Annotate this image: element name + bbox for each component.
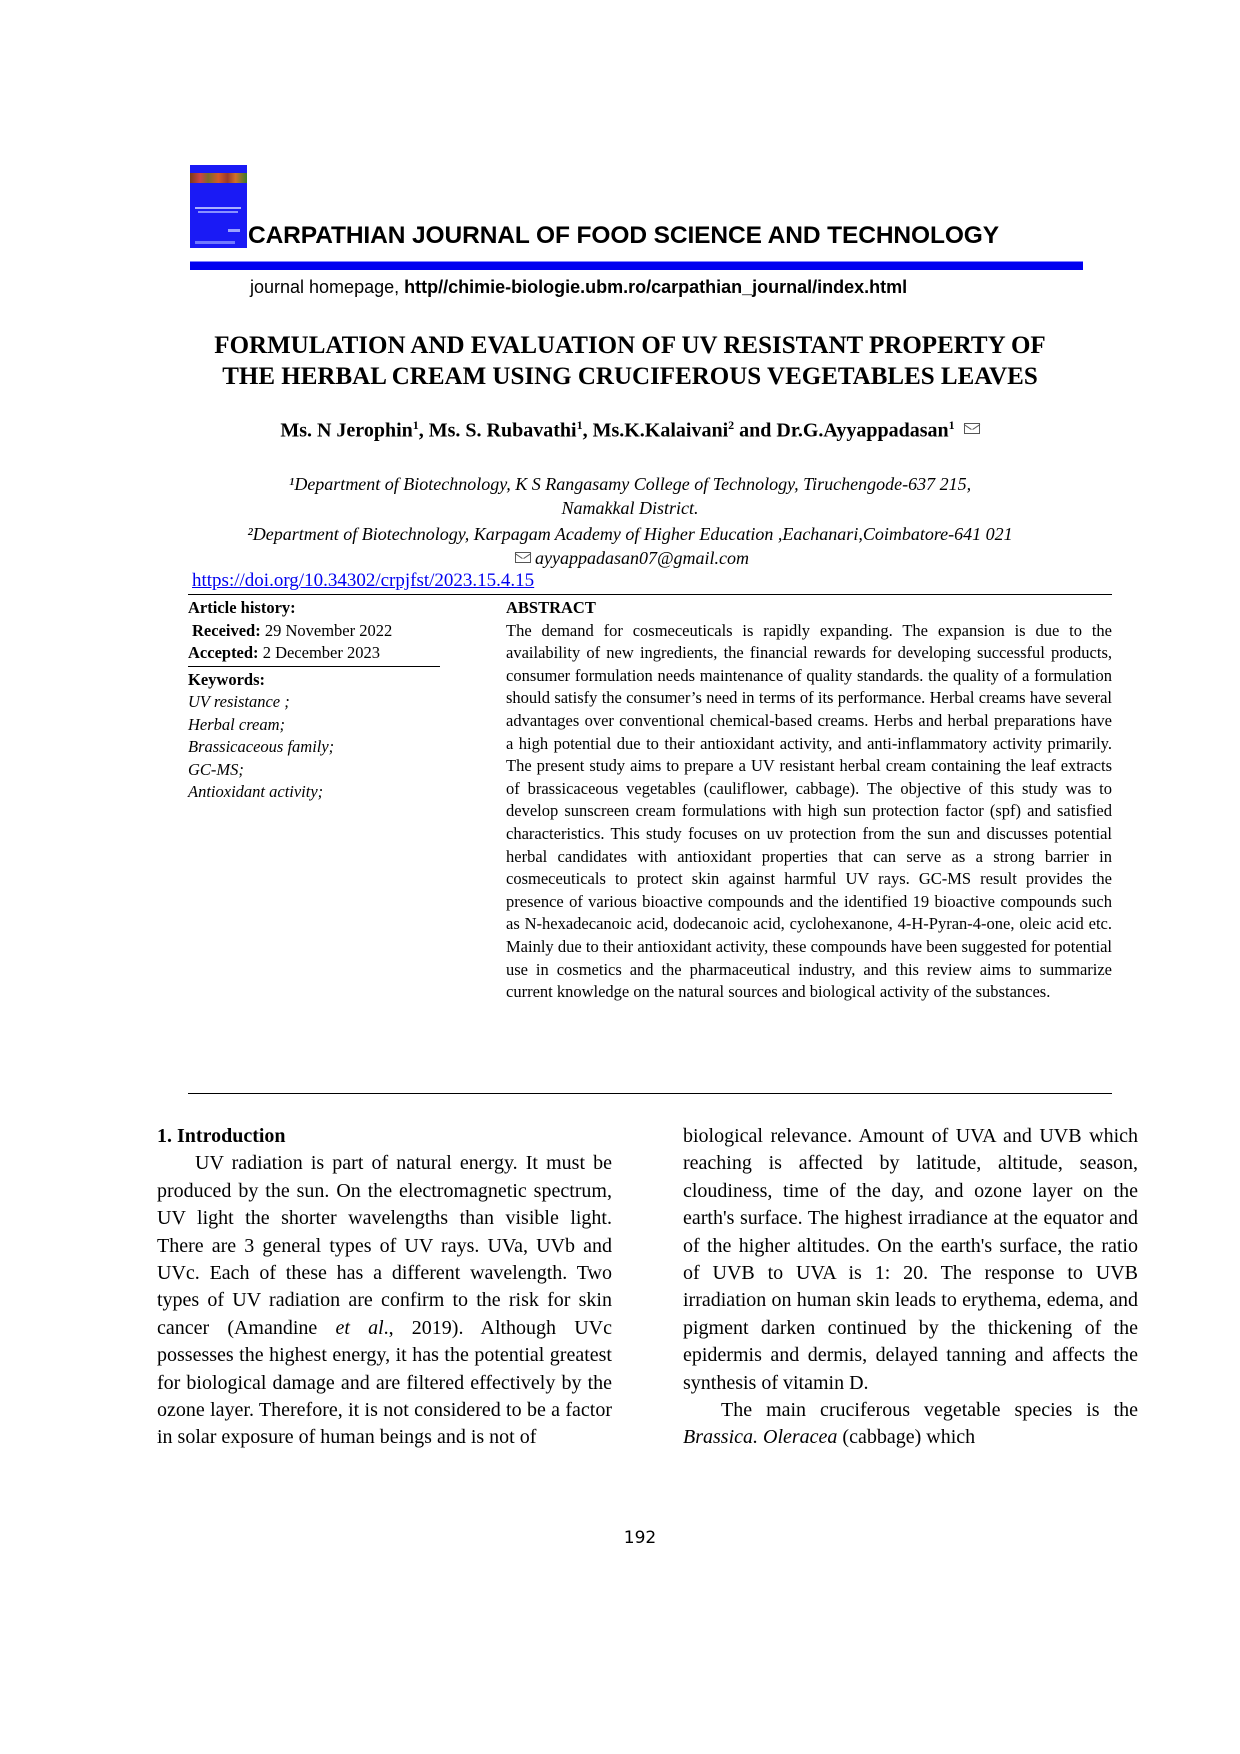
paper-title-line: THE HERBAL CREAM USING CRUCIFEROUS VEGETABLES LEAVES	[222, 363, 1038, 390]
history-heading: Article history:	[188, 598, 296, 617]
received-date	[188, 620, 440, 643]
page-number: 192	[623, 1528, 657, 1548]
author: Dr.G.Ayyappadasan	[776, 419, 949, 442]
paper-title-line: FORMULATION AND EVALUATION OF UV RESISTANT PROPERTY OF	[214, 332, 1046, 359]
cover-publisher-text	[195, 241, 235, 244]
author: Ms. N Jerophin	[280, 419, 413, 442]
text-run: The main cruciferous vegetable species is the	[721, 1399, 1138, 1422]
affiliation-1-line: ¹Department of Biotechnology, K S Rangasamy College of Technology, Tiruchengode-637 215,	[288, 474, 972, 494]
author: Ms.K.Kalaivani	[592, 419, 729, 442]
accepted-value: 2 December 2023	[258, 643, 380, 662]
cover-photo-strip	[190, 173, 247, 183]
homepage-url[interactable]: http//chimie-biologie.ubm.ro/carpathian_journal/index.html	[404, 277, 908, 297]
received-label: Received:	[192, 620, 261, 640]
history-divider	[188, 666, 440, 667]
corresponding-email	[150, 546, 1110, 570]
affiliation-1	[150, 472, 1110, 520]
accepted-date	[188, 642, 440, 665]
author: Ms. S. Rubavathi	[428, 419, 577, 442]
keyword: GC-MS;	[188, 759, 244, 779]
header-divider	[190, 261, 1083, 270]
author-separator: and	[734, 419, 777, 442]
keyword: Antioxidant activity;	[188, 782, 324, 801]
text-run: UV radiation is part of natural energy. It must be produced by the sun. On the electromagnetic spectrum, UV light the shorter wavelengths than visible light. There are 3 general types of UV rays. UVa, UVb and UVc. Each of these has a different wavelength. Two types of UV radiation are confirm to the risk for skin cancer (Amandine	[157, 1152, 612, 1339]
text-run: (cabbage) which	[837, 1426, 976, 1449]
affiliation-1-line: Namakkal District.	[561, 498, 699, 518]
body-paragraph: biological relevance. Amount of UVA and UVB which reaching is affected by latitude, altitude, season, cloudiness, time of the day, and ozone layer on the earth's surface. The highest irradiance at the equator and of the higher altitudes. On the earth's surface, the ratio of UVB to UVA is 1: 20. The response to UVB irradiation on human skin leads to erythema, edema, and pigment darken continued by the thickening of the epidermis and dermis, delayed tanning and affects the synthesis of vitamin D.	[683, 1125, 1138, 1394]
envelope-icon	[964, 423, 980, 434]
author-affiliation-mark: 1	[576, 418, 583, 432]
homepage-label: journal homepage,	[250, 277, 405, 297]
received-value: 29 November 2022	[260, 620, 393, 640]
journal-homepage	[250, 277, 907, 298]
keyword: Brassicaceous family;	[188, 737, 335, 756]
envelope-icon	[515, 552, 531, 563]
email-address[interactable]: ayyappadasan07@gmail.com	[534, 548, 750, 568]
journal-title: CARPATHIAN JOURNAL OF FOOD SCIENCE AND TECHNOLOGY	[248, 222, 999, 249]
author-list	[150, 418, 1110, 443]
keyword: Herbal cream;	[188, 714, 285, 734]
author-separator: ,	[582, 419, 593, 442]
body-paragraph	[157, 1150, 612, 1451]
paper-title	[150, 330, 1110, 392]
body-column-right	[683, 1123, 1138, 1452]
cover-title-text	[195, 207, 241, 209]
info-top-divider	[188, 594, 1112, 595]
keyword: UV resistance ;	[188, 692, 290, 711]
author-affiliation-mark: 1	[948, 418, 955, 432]
abstract-text: The demand for cosmeceuticals is rapidly expanding. The expansion is due to the availability of new ingredients, the financial rewards for developing successful products, consumer formulation needs maintenance of quality standards. the quality of a formulation should satisfy the consumer’s need in terms of its performance. Herbal creams have several advantages over conventional chemical-based creams. Herbs and herbal preparations have a high potential due to their antioxidant activity, and anti-inflammatory activity primarily. The present study aims to prepare a UV resistant herbal cream containing the leaf extracts of brassicaceous vegetables (cauliflower, cabbage). The objective of this study was to develop sunscreen cream formulations with high sun protection factor (spf) and satisfied characteristics. This study focuses on uv protection from the sun and discusses potential herbal candidates with antioxidant properties that can serve as a strong barrier in cosmeceuticals to protect skin against harmful UV rays. GC-MS result provides the presence of various bioactive compounds and the identified 19 bioactive compounds such as N-hexadecanoic acid, dodecanoic acid, cyclohexanone, 4-H-Pyran-4-one, oleic acid etc. Mainly due to their antioxidant activity, these compounds have been suggested for potential use in cosmetics and the pharmaceutical industry, and this review aims to summarize current knowledge on the natural sources and biological activity of the substances.	[506, 620, 1112, 1002]
body-column-left	[157, 1123, 612, 1452]
doi-link[interactable]: https://doi.org/10.34302/crpjfst/2023.15.4.15	[192, 570, 535, 591]
text-run-italic: Brassica.	[683, 1426, 758, 1449]
cover-volume-text	[228, 229, 240, 232]
keywords-heading: Keywords:	[188, 669, 265, 689]
text-run: ., 2019). Although UVc possesses the highest energy, it has the potential greatest for biological damage and are filtered effectively by the ozone layer. Therefore, it is not considered to be a factor in solar exposure of human beings and is not of	[157, 1316, 612, 1449]
author-separator: ,	[418, 419, 429, 442]
text-run-italic: Oleracea	[763, 1426, 838, 1449]
abstract	[506, 597, 1112, 1004]
cover-subtitle-text	[198, 211, 238, 213]
text-run-italic: et al	[335, 1316, 384, 1339]
info-bottom-divider	[188, 1093, 1112, 1094]
author-affiliation-mark: 1	[412, 418, 419, 432]
abstract-heading: ABSTRACT	[506, 598, 596, 617]
accepted-label: Accepted:	[188, 643, 259, 662]
body-paragraph	[683, 1397, 1138, 1452]
journal-cover-image	[190, 165, 247, 248]
article-history	[188, 597, 440, 804]
affiliation-2: ²Department of Biotechnology, Karpagam Academy of Higher Education ,Eachanari,Coimbatore-641 021	[247, 524, 1013, 544]
author-affiliation-mark: 2	[728, 418, 735, 432]
section-heading: 1. Introduction	[157, 1125, 286, 1147]
